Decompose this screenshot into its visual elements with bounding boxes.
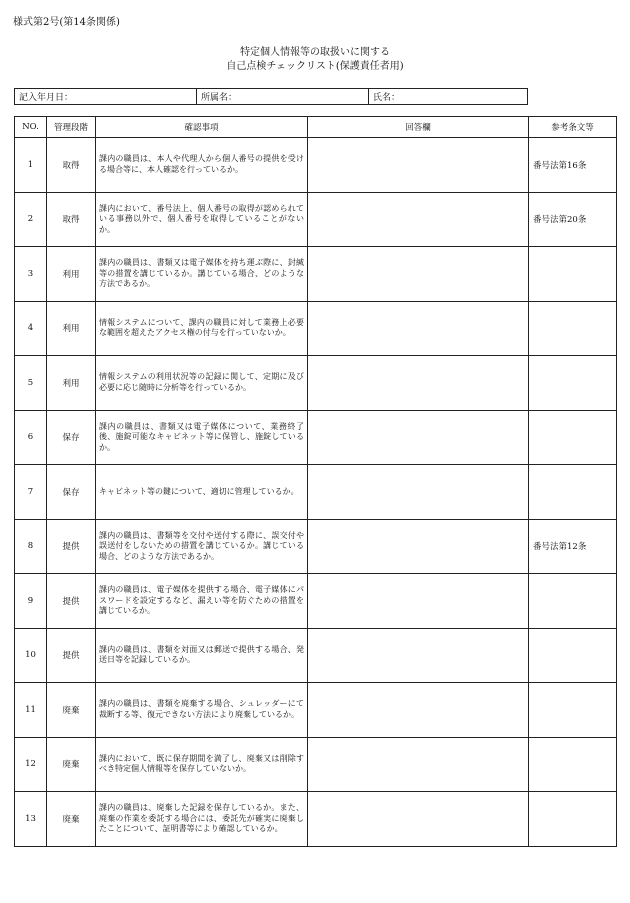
row-reference [529, 574, 617, 629]
table-row [15, 465, 617, 520]
row-answer-cell[interactable] [308, 356, 529, 411]
table-row [15, 192, 617, 247]
row-stage: 取得 [47, 138, 96, 193]
header-item: 確認事項 [96, 117, 308, 138]
row-answer-cell[interactable] [308, 683, 529, 738]
table-row [15, 683, 617, 738]
table-row [15, 792, 617, 847]
header-stage: 管理段階 [47, 117, 96, 138]
row-answer-cell[interactable] [308, 737, 529, 792]
row-reference [529, 737, 617, 792]
row-answer-cell[interactable] [308, 519, 529, 574]
row-number: 5 [15, 356, 47, 411]
row-answer-cell[interactable] [308, 138, 529, 193]
table-row [15, 410, 617, 465]
row-stage: 利用 [47, 247, 96, 302]
row-stage: 利用 [47, 356, 96, 411]
row-number: 4 [15, 301, 47, 356]
header-answer: 回答欄 [308, 117, 529, 138]
row-number: 1 [15, 138, 47, 193]
row-reference [529, 247, 617, 302]
row-reference [529, 410, 617, 465]
row-check-item: 課内の職員は、書類又は電子媒体を持ち運ぶ際に、封緘等の措置を講じているか。講じている場合、どのような方法であるか。 [96, 247, 308, 302]
row-stage: 廃棄 [47, 683, 96, 738]
table-row [15, 628, 617, 683]
row-number: 2 [15, 192, 47, 247]
row-reference: 番号法第20条 [529, 192, 617, 247]
row-number: 3 [15, 247, 47, 302]
row-reference [529, 465, 617, 520]
row-stage: 保存 [47, 410, 96, 465]
row-check-item: 課内の職員は、廃棄した記録を保存しているか。また、廃棄の作業を委託する場合には、委託先が確実に廃棄したことについて、証明書等により確認しているか。 [96, 792, 308, 847]
row-check-item: 課内の職員は、電子媒体を提供する場合、電子媒体にパスワードを設定するなど、漏えい等を防ぐための措置を講じているか。 [96, 574, 308, 629]
form-number: 様式第2号(第14条関係) [13, 17, 120, 28]
row-reference: 番号法第12条 [529, 519, 617, 574]
row-check-item: 情報システムについて、課内の職員に対して業務上必要な範囲を超えたアクセス権の付与を行っていないか。 [96, 301, 308, 356]
row-answer-cell[interactable] [308, 574, 529, 629]
row-answer-cell[interactable] [308, 792, 529, 847]
row-check-item: 課内において、番号法上、個人番号の取得が認められている事務以外で、個人番号を取得していることがないか。 [96, 192, 308, 247]
row-check-item: 課内の職員は、本人や代理人から個人番号の提供を受ける場合等に、本人確認を行っているか。 [96, 138, 308, 193]
row-reference: 番号法第16条 [529, 138, 617, 193]
table-row [15, 301, 617, 356]
row-stage: 廃棄 [47, 792, 96, 847]
row-stage: 提供 [47, 519, 96, 574]
row-stage: 廃棄 [47, 737, 96, 792]
row-answer-cell[interactable] [308, 192, 529, 247]
row-reference [529, 792, 617, 847]
table-row [15, 138, 617, 193]
name-field[interactable]: 氏名： [369, 89, 528, 105]
row-check-item: 課内の職員は、書類等を交付や送付する際に、誤交付や誤送付をしないための措置を講じているか。講じている場合、どのような方法であるか。 [96, 519, 308, 574]
row-number: 7 [15, 465, 47, 520]
row-stage: 保存 [47, 465, 96, 520]
row-answer-cell[interactable] [308, 628, 529, 683]
info-table [14, 88, 528, 105]
row-answer-cell[interactable] [308, 465, 529, 520]
row-reference [529, 683, 617, 738]
row-number: 6 [15, 410, 47, 465]
document-title [0, 46, 630, 74]
row-stage: 取得 [47, 192, 96, 247]
row-stage: 提供 [47, 574, 96, 629]
row-stage: 利用 [47, 301, 96, 356]
title-line-2: 自己点検チェックリスト(保護責任者用) [226, 61, 404, 72]
row-number: 10 [15, 628, 47, 683]
header-row [15, 117, 617, 138]
row-answer-cell[interactable] [308, 301, 529, 356]
date-field[interactable]: 記入年月日： [15, 89, 197, 105]
row-stage: 提供 [47, 628, 96, 683]
table-row [15, 574, 617, 629]
row-number: 12 [15, 737, 47, 792]
row-check-item: 課内の職員は、書類を対面又は郵送で提供する場合、発送日等を記録しているか。 [96, 628, 308, 683]
row-number: 11 [15, 683, 47, 738]
table-row [15, 356, 617, 411]
header-reference: 参考条文等 [529, 117, 617, 138]
row-number: 13 [15, 792, 47, 847]
row-reference [529, 628, 617, 683]
row-reference [529, 301, 617, 356]
row-number: 9 [15, 574, 47, 629]
checklist-table [14, 116, 617, 847]
row-number: 8 [15, 519, 47, 574]
row-check-item: 情報システムの利用状況等の記録に関して、定期に及び必要に応じ随時に分析等を行っているか。 [96, 356, 308, 411]
table-row [15, 247, 617, 302]
title-line-1: 特定個人情報等の取扱いに関する [240, 47, 390, 58]
table-row [15, 737, 617, 792]
table-row [15, 519, 617, 574]
department-field[interactable]: 所属名： [197, 89, 369, 105]
row-answer-cell[interactable] [308, 410, 529, 465]
row-check-item: 課内において、既に保存期間を満了し、廃棄又は削除すべき特定個人情報等を保存していないか。 [96, 737, 308, 792]
row-check-item: 課内の職員は、書類を廃棄する場合、シュレッダーにて裁断する等、復元できない方法により廃棄しているか。 [96, 683, 308, 738]
row-answer-cell[interactable] [308, 247, 529, 302]
header-no: NO. [15, 117, 47, 138]
row-reference [529, 356, 617, 411]
row-check-item: 課内の職員は、書類又は電子媒体について、業務終了後、施錠可能なキャビネット等に保管し、施錠しているか。 [96, 410, 308, 465]
row-check-item: キャビネット等の鍵について、適切に管理しているか。 [96, 465, 308, 520]
